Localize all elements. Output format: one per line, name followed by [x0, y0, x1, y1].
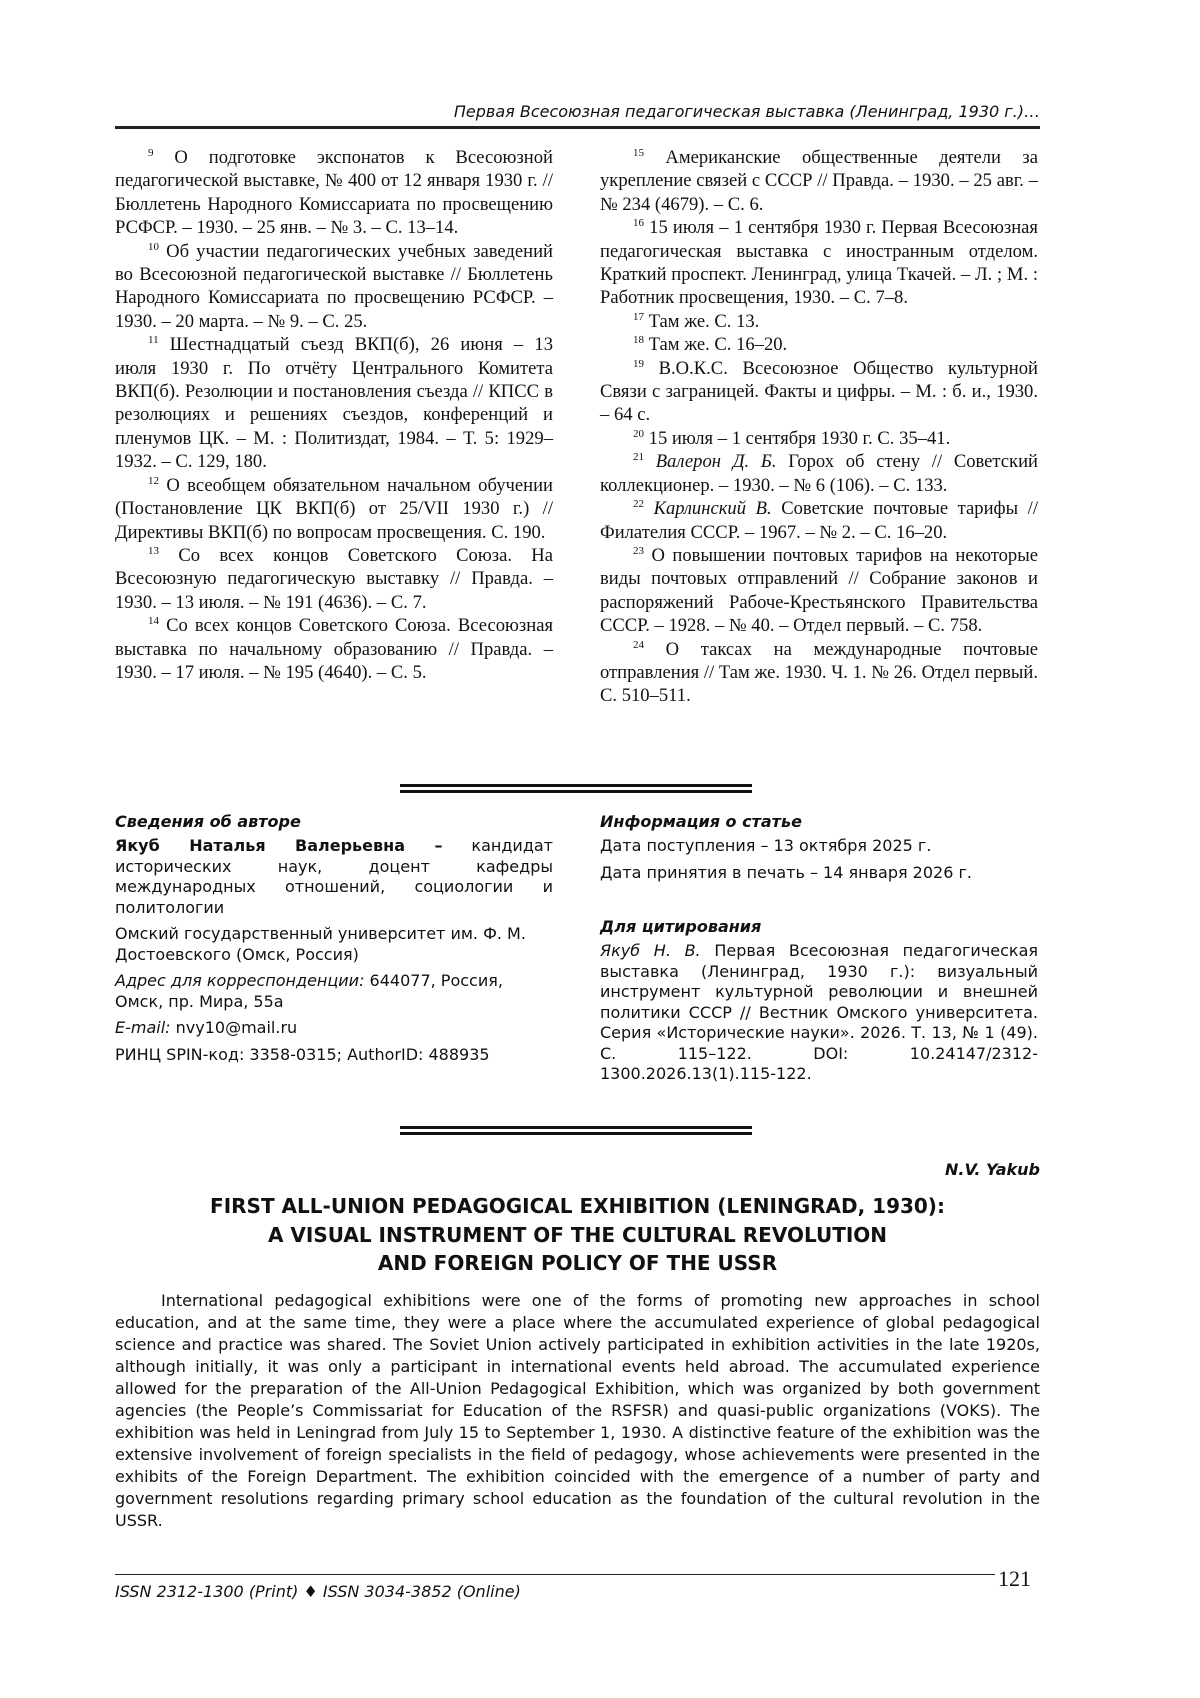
footnote-text: О всеобщем обязательном начальном обучении (Постановление ЦК ВКП(б) от 25/VII 1930 г.) // Директивы ВКП(б) по вопросам просвещения. С. 190. [115, 474, 553, 543]
footnote-text: 15 июля – 1 сентября 1930 г. С. 35–41. [648, 427, 951, 449]
footnote-text: О повышении почтовых тарифов на некоторые виды почтовых отправлений // Собрание законов и распоряжений Рабоче-Крестьянского Правительства СССР. – 1928. – № 40. – Отдел первый. – С. 758. [600, 544, 1038, 637]
title-line: AND FOREIGN POLICY OF THE USSR [377, 1251, 778, 1275]
author-description [115, 836, 553, 918]
running-head: Первая Всесоюзная педагогическая выставка (Ленинград, 1930 г.)… [453, 102, 1040, 121]
english-abstract: International pedagogical exhibitions were one of the forms of promoting new approaches in school education, and at the same time, they were a place where the accumulated experience of global pedagogical science and practice was shared. The Soviet Union actively participated in exhibition activities in the late 1920s, although initially, it was only a participant in international events held abroad. The accumulated experience allowed for the preparation of the All-Union Pedagogical Exhibition, which was organized by both government agencies (the People’s Commissariat for Education of the RSFSR) and quasi-public organizations (VOKS). The exhibition was held in Leningrad from July 15 to September 1, 1930. A distinctive feature of the exhibition was the extensive involvement of foreign specialists in the field of pedagogy, whose achievements were presented in the exhibits of the Foreign Department. The exhibition coincided with the emergence of a number of party and government resolutions regarding primary school education as the foundation of the cultural revolution in the USSR. [115, 1291, 1040, 1530]
footnote-number: 9 [148, 147, 154, 159]
footnote-number: 14 [148, 615, 159, 628]
author-name: Якуб Наталья Валерьевна – [115, 836, 443, 855]
page-number: 121 [998, 1566, 1031, 1591]
footnote [600, 216, 1038, 310]
footnote [115, 240, 553, 334]
author-info [115, 812, 553, 1071]
footnote-text: 15 июля – 1 сентября 1930 г. Первая Всесоюзная педагогическая выставка с иностранным отделом. Краткий проспект. Ленинград, улица Ткачей. – Л. ; М. : Работник просвещения, 1930. – С. 7–8. [600, 217, 1038, 309]
citation-author: Якуб Н. В. [600, 941, 701, 960]
footnote-text: Шестнадцатый съезд ВКП(б), 26 июня – 13 июля 1930 г. По отчёту Центрального Комитета ВКП(б). Резолюции и постановления съезда // КПСС в резолюциях и решениях съездов, конференций и пленумов ЦК. – М. : Политиздат, 1984. – Т. 5: 1929–1932. – С. 129, 180. [115, 334, 553, 473]
citation-heading: Для цитирования [600, 917, 762, 936]
footnote-number: 10 [148, 240, 159, 253]
citation-text [600, 941, 1038, 1085]
footnote [600, 450, 1038, 497]
footnote-text: Там же. С. 13. [648, 310, 760, 332]
footnote-number: 19 [633, 357, 644, 370]
footnote-number: 18 [633, 334, 644, 347]
section-separator [400, 1126, 752, 1135]
footnote-number: 17 [633, 310, 644, 323]
footnote-number: 21 [633, 451, 644, 464]
footnote-number: 15 [633, 147, 644, 159]
footnote-number: 11 [148, 334, 159, 347]
footnote-text: Со всех концов Советского Союза. На Всесоюзную педагогическую выставку // Правда. – 1930. – 13 июля. – № 191 (4636). – С. 7. [115, 544, 553, 613]
footnote-text: Об участии педагогических учебных заведений во Всесоюзной педагогической выставке // Бюллетень Народного Комиссариата по просвещению РСФСР. – 1930. – 20 марта. – № 9. – С. 25. [115, 240, 553, 332]
footnotes-left-column [115, 146, 553, 684]
received-date: Дата поступления – 13 октября 2025 г. [600, 836, 932, 855]
footnote [600, 333, 1038, 356]
author-rinc: РИНЦ SPIN-код: 3358-0315; AuthorID: 488935 [115, 1044, 490, 1064]
author-affiliation: Омский государственный университет им. Ф. М. Достоевского (Омск, Россия) [115, 924, 526, 964]
footnote-text: О подготовке экспонатов к Всесоюзной педагогической выставке, № 400 от 12 января 1930 г. // Бюллетень Народного Комиссариата по просвещению РСФСР. – 1930. – 25 янв. – № 3. – С. 13–14. [115, 147, 553, 239]
footnote [600, 146, 1038, 216]
english-author: N.V. Yakub [945, 1160, 1040, 1179]
title-line: A VISUAL INSTRUMENT OF THE CULTURAL REVOLUTION [267, 1222, 888, 1247]
article-info [600, 812, 1038, 1091]
footnote-text: Советские почтовые тарифы // Филателия СССР. – 1967. – № 2. – С. 16–20. [600, 498, 1038, 543]
citation-body: Первая Всесоюзная педагогическая выставка (Ленинград, 1930 г.): визуальный инструмент культурной революции и внешней политики СССР // Вестник Омского университета. Серия «Исторические науки». 2026. Т. 13, № 1 (49). С. 115–122. DOI: 10.24147/2312-1300.2026.13(1).115-122. [600, 941, 1039, 1083]
footnote [115, 544, 553, 614]
footnote [115, 146, 553, 240]
footnote [600, 544, 1038, 638]
footer-issn: ISSN 2312-1300 (Print) ♦ ISSN 3034-3852 (Online) [115, 1582, 521, 1601]
footnote-text: О таксах на международные почтовые отправления // Там же. 1930. Ч. 1. № 26. Отдел первый. С. 510–511. [600, 638, 1039, 707]
email-value: nvy10@mail.ru [175, 1018, 298, 1037]
footnote [600, 638, 1038, 708]
footnote [115, 333, 553, 473]
author-email [115, 1018, 553, 1039]
title-line: FIRST ALL-UNION PEDAGOGICAL EXHIBITION (LENINGRAD, 1930): [210, 1194, 945, 1218]
footnote-number: 22 [633, 498, 644, 511]
footnote-number: 20 [633, 427, 644, 440]
footnote-text: Горох об стену // Советский коллекционер. – 1930. – № 6 (106). – С. 133. [600, 451, 1038, 496]
footnote-text: Со всех концов Советского Союза. Всесоюзная выставка по начальному образованию // Правда. – 1930. – 17 июля. – № 195 (4640). – С. 5. [115, 615, 553, 683]
footer-rule [115, 1574, 995, 1575]
address-label: Адрес для корреспонденции: [115, 971, 365, 990]
header-rule [115, 126, 1040, 129]
footnote-number: 23 [633, 544, 644, 557]
author-position: кандидат исторических наук, доцент кафедры международных отношений, социологии и политологии [115, 836, 553, 917]
footnote-number: 13 [148, 544, 159, 557]
footnote [600, 357, 1038, 427]
footnotes-right-column [600, 146, 1038, 708]
footnote [600, 427, 1038, 450]
footnote-text: Там же. С. 16–20. [648, 334, 788, 356]
author-info-heading: Сведения об авторе [115, 812, 301, 831]
address-value: 644077, Россия, Омск, пр. Мира, 55а [115, 971, 503, 1011]
email-label: E-mail: [115, 1018, 171, 1037]
footnote-number: 12 [148, 474, 159, 487]
english-title [115, 1192, 1040, 1278]
footnote-number: 16 [633, 217, 644, 230]
footnote-text: Американские общественные деятели за укрепление связей с СССР // Правда. – 1930. – 25 авг. – № 234 (4679). – С. 6. [600, 147, 1039, 215]
footnote [600, 310, 1038, 333]
footnote-author: Валерон Д. Б. [655, 451, 777, 473]
footnote [115, 614, 553, 684]
footnote-text: В.О.К.С. Всесоюзное Общество культурной Связи с заграницей. Факты и цифры. – М. : б. и., 1930. – 64 с. [600, 357, 1038, 426]
accepted-date: Дата принятия в печать – 14 января 2026 г. [600, 862, 972, 882]
article-info-heading: Информация о статье [600, 812, 802, 831]
footnote [115, 474, 553, 544]
author-address [115, 971, 553, 1012]
footnote-number: 24 [633, 638, 644, 651]
footnote-author: Карлинский В. [653, 498, 772, 520]
footnote [600, 497, 1038, 544]
section-separator [400, 784, 752, 793]
